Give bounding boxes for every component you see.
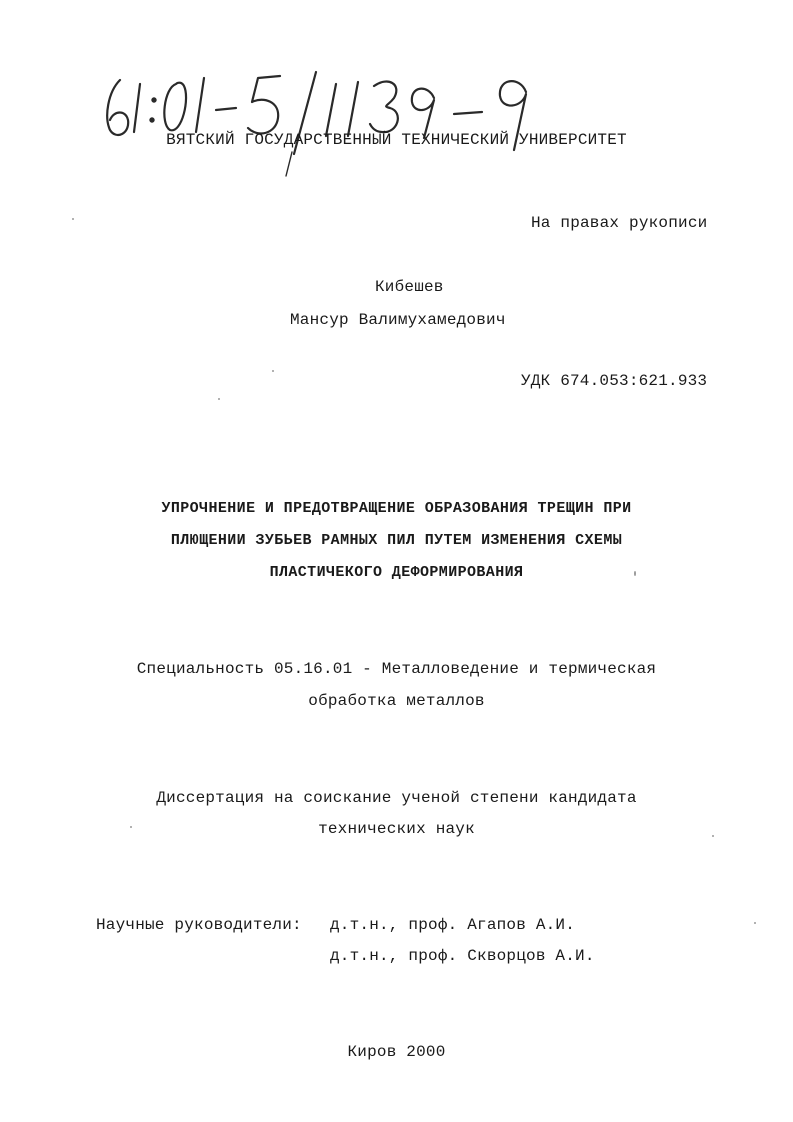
degree-line-1: Диссертация на соискание ученой степени кандидата (156, 789, 637, 807)
manuscript-note: На правах рукописи (531, 214, 708, 232)
supervisor-first: д.т.н., проф. Агапов А.И. (330, 916, 576, 934)
title-line-3: ПЛАСТИЧЕКОГО ДЕФОРМИРОВАНИЯ (269, 564, 524, 581)
specialty-line-2: обработка металлов (308, 692, 485, 710)
scan-speck (130, 826, 132, 828)
udc-code: УДК 674.053:621.933 (521, 372, 708, 390)
pen-stroke-mark (280, 150, 300, 180)
city-year: Киров 2000 (347, 1043, 446, 1061)
scan-speck (754, 922, 756, 924)
supervisors-label: Научные руководители: (96, 916, 302, 934)
scan-speck (272, 370, 274, 372)
supervisor-second: д.т.н., проф. Скворцов А.И. (330, 947, 595, 965)
degree-line-2: технических наук (318, 820, 475, 838)
scan-speck (712, 835, 714, 837)
author-surname: Кибешев (375, 278, 444, 296)
scan-speck (72, 218, 74, 220)
title-line-1: УПРОЧНЕНИЕ И ПРЕДОТВРАЩЕНИЕ ОБРАЗОВАНИЯ ТРЕЩИН ПРИ (161, 500, 632, 517)
title-line-2: ПЛЮЩЕНИИ ЗУБЬЕВ РАМНЫХ ПИЛ ПУТЕМ ИЗМЕНЕНИЯ СХЕМЫ (170, 532, 623, 549)
scan-speck (218, 398, 220, 400)
scan-speck (634, 571, 636, 576)
specialty-line-1: Специальность 05.16.01 - Металловедение и термическая (136, 660, 657, 678)
author-given-names: Мансур Валимухамедович (290, 311, 506, 329)
university-name: ВЯТСКИЙ ГОСУДАРСТВЕННЫЙ ТЕХНИЧЕСКИЙ УНИВЕРСИТЕТ (166, 131, 627, 149)
